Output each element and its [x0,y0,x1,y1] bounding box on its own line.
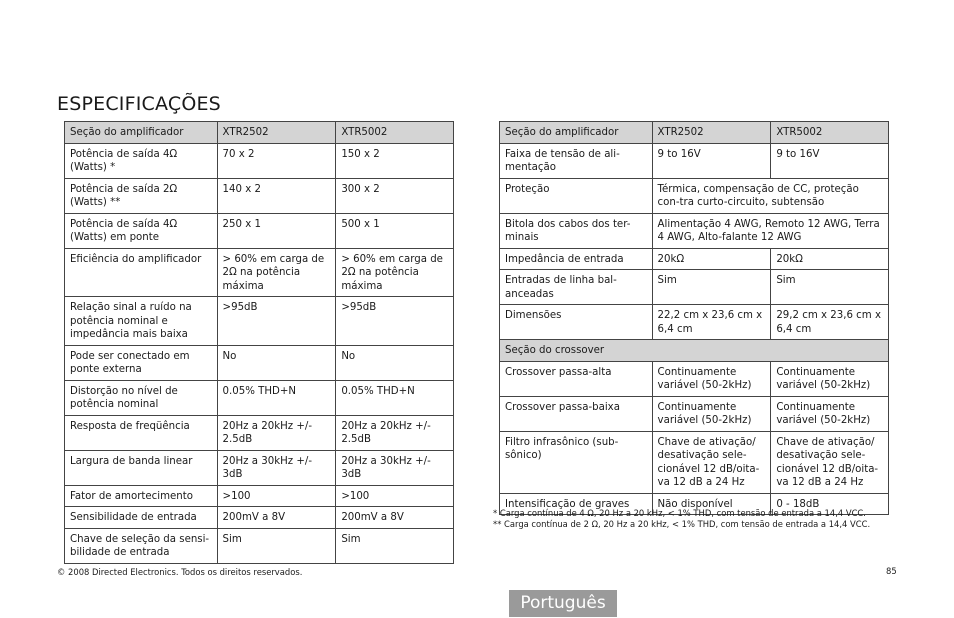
table-row [500,305,889,340]
table-cell: Filtro infrasônico (sub-sônico) [500,431,653,493]
table-cell: Relação sinal a ruído na potência nominal e impedância mais baixa [65,297,218,346]
table-row [65,178,454,213]
copyright-notice: © 2008 Directed Electronics. Todos os direitos reservados. [57,567,303,577]
table-cell: Continuamente variável (50-2kHz) [652,361,771,396]
table-cell: Chave de seleção da sensi-bilidade de entrada [65,528,218,563]
table-cell: 9 to 16V [652,143,771,178]
table-row [500,361,889,396]
table-cell: 500 x 1 [336,213,454,248]
table-cell: Entradas de linha bal-anceadas [500,270,653,305]
table-cell: 300 x 2 [336,178,454,213]
table-cell: 9 to 16V [771,143,889,178]
page-title: ESPECIFICAÇÕES [57,92,221,115]
table-cell: Proteção [500,178,653,213]
table-row [65,507,454,529]
table-cell: Potência de saída 2Ω (Watts) ** [65,178,218,213]
table-cell: Seção do crossover [500,340,889,362]
table-cell: Térmica, compensação de CC, proteção con-tra curto-circuito, subtensão [652,178,888,213]
table-cell: >100 [217,485,336,507]
footnote: ** Carga contínua de 2 Ω, 20 Hz a 20 kHz, < 1% THD, com tensão de entrada a 14,4 VCC. [493,519,871,529]
language-tab: Português [509,590,617,617]
table-row [65,297,454,346]
table-cell: >95dB [336,297,454,346]
table-cell: 22,2 cm x 23,6 cm x 6,4 cm [652,305,771,340]
table-cell: Continuamente variável (50-2kHz) [771,361,889,396]
table-cell: Crossover passa-baixa [500,396,653,431]
table-row [500,248,889,270]
table-cell: Sensibilidade de entrada [65,507,218,529]
table-cell: Impedância de entrada [500,248,653,270]
table-cell: Resposta de freqüência [65,415,218,450]
table-cell: Sim [652,270,771,305]
table-cell: Fator de amortecimento [65,485,218,507]
table-header-row [65,122,454,144]
table-cell: 20kΩ [771,248,889,270]
table-cell: 20kΩ [652,248,771,270]
table-cell: XTR5002 [336,122,454,144]
table-cell: 20Hz a 20kHz +/- 2.5dB [336,415,454,450]
footnotes [493,508,870,530]
page-number: 85 [886,566,897,576]
table-cell: No [217,345,336,380]
table-row [65,143,454,178]
table-cell: > 60% em carga de 2Ω na potência máxima [217,248,336,297]
table-row [500,213,889,248]
amplifier-specs-table [64,121,454,564]
table-cell: Sim [336,528,454,563]
table-cell: 70 x 2 [217,143,336,178]
table-header-row [500,122,889,144]
table-row [65,528,454,563]
table-cell: Sim [771,270,889,305]
table-cell: 20Hz a 30kHz +/- 3dB [217,450,336,485]
table-row [65,248,454,297]
section-header-row [500,340,889,362]
amplifier-specs-table-continued [499,121,889,515]
table-row [500,178,889,213]
table-cell: 0.05% THD+N [336,380,454,415]
table-row [65,450,454,485]
table-row [65,380,454,415]
table-cell: Chave de ativação/ desativação sele-cionável 12 dB/oita-va 12 dB a 24 Hz [652,431,771,493]
table-row [65,485,454,507]
table-cell: Potência de saída 4Ω (Watts) em ponte [65,213,218,248]
table-cell: Crossover passa-alta [500,361,653,396]
table-cell: 150 x 2 [336,143,454,178]
footnote: * Carga contínua de 4 Ω, 20 Hz a 20 kHz, < 1% THD, com tensão de entrada a 14,4 VCC. [493,508,866,518]
table-cell: Alimentação 4 AWG, Remoto 12 AWG, Terra 4 AWG, Alto-falante 12 AWG [652,213,888,248]
table-cell: Eficiência do amplificador [65,248,218,297]
table-cell: Dimensões [500,305,653,340]
table-cell: Intensificação de graves [500,493,653,515]
table-cell: Chave de ativação/ desativação sele-cionável 12 dB/oita-va 12 dB a 24 Hz [771,431,889,493]
table-cell: >95dB [217,297,336,346]
table-row [500,270,889,305]
table-cell: 20Hz a 20kHz +/- 2.5dB [217,415,336,450]
table-cell: 0 - 18dB [771,493,889,515]
table-cell: Faixa de tensão de ali-mentação [500,143,653,178]
table-cell: Seção do amplificador [500,122,653,144]
table-cell: Potência de saída 4Ω (Watts) * [65,143,218,178]
table-cell: Pode ser conectado em ponte externa [65,345,218,380]
table-row [500,396,889,431]
table-cell: 29,2 cm x 23,6 cm x 6,4 cm [771,305,889,340]
table-cell: 140 x 2 [217,178,336,213]
table-cell: XTR2502 [217,122,336,144]
table-cell: > 60% em carga de 2Ω na potência máxima [336,248,454,297]
table-cell: 200mV a 8V [336,507,454,529]
table-row [65,415,454,450]
table-cell: Bitola dos cabos dos ter-minais [500,213,653,248]
table-cell: Continuamente variável (50-2kHz) [652,396,771,431]
table-cell: Largura de banda linear [65,450,218,485]
table-cell: Seção do amplificador [65,122,218,144]
table-row [65,213,454,248]
table-row [65,345,454,380]
table-cell: Sim [217,528,336,563]
table-cell: 20Hz a 30kHz +/- 3dB [336,450,454,485]
table-cell: 250 x 1 [217,213,336,248]
table-cell: Distorção no nível de potência nominal [65,380,218,415]
table-cell: >100 [336,485,454,507]
table-cell: XTR5002 [771,122,889,144]
table-row [500,143,889,178]
table-cell: Não disponível [652,493,771,515]
table-cell: XTR2502 [652,122,771,144]
table-cell: No [336,345,454,380]
table-cell: Continuamente variável (50-2kHz) [771,396,889,431]
table-row [500,431,889,493]
table-cell: 200mV a 8V [217,507,336,529]
table-cell: 0.05% THD+N [217,380,336,415]
